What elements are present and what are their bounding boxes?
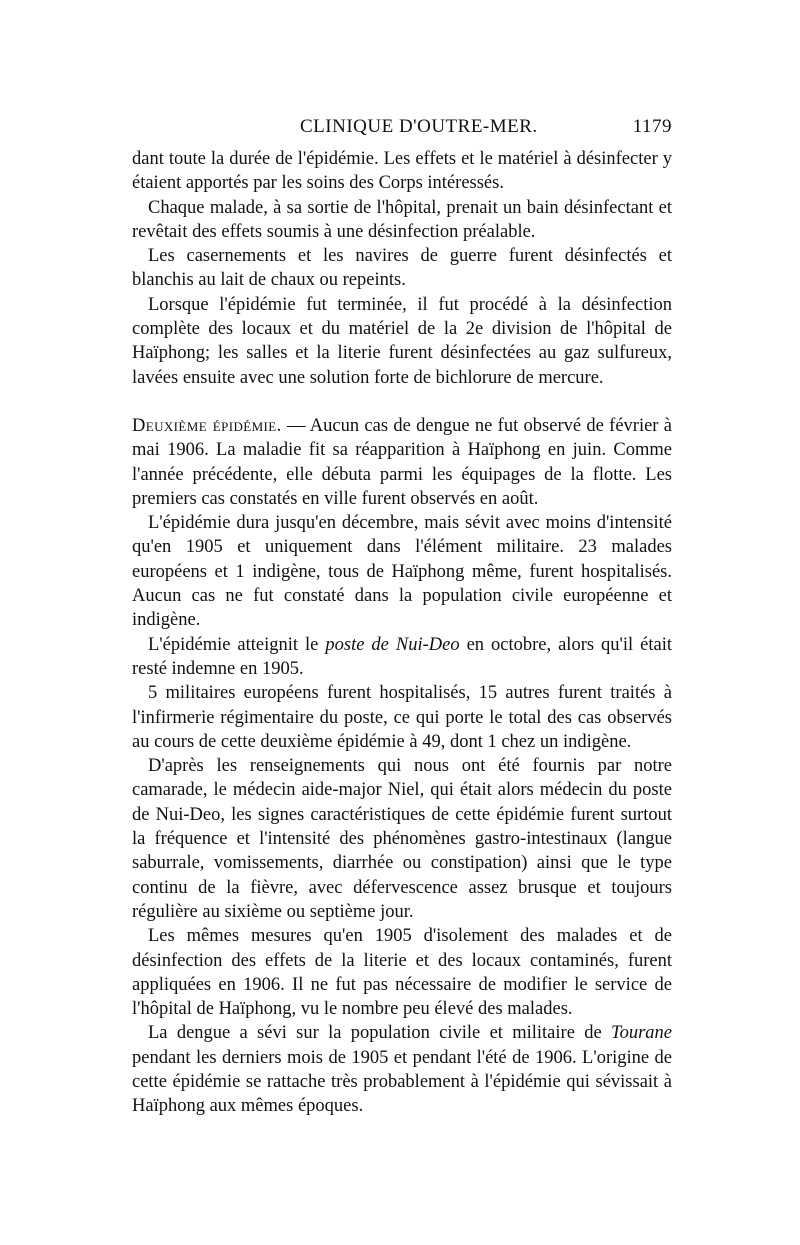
paragraph: L'épidémie dura jusqu'en décembre, mais sévit avec moins d'intensité qu'en 1905 et uniquement dans l'élément militaire. 23 malades européens et 1 indigène, tous de Haïphong même, furent hospitalisés. Aucun cas ne fut constaté dans la population civile européenne et indigène. (132, 513, 672, 631)
text-run: L'épidémie atteignit le (148, 634, 326, 655)
page-header (132, 116, 672, 140)
text-run: La dengue a sévi sur la population civile et militaire de (148, 1023, 611, 1044)
paragraph: dant toute la durée de l'épidémie. Les effets et le matériel à désinfecter y étaient apportés par les soins des Corps intéressés. (132, 149, 672, 194)
paragraph (132, 1021, 672, 1118)
paragraph: D'après les renseignements qui nous ont été fournis par notre camarade, le médecin aide-major Niel, qui était alors médecin du poste de Nui-Deo, les signes caractéristiques de cette épidémie furent surtout la fréquence et l'intensité des phénomènes gastro-intestinaux (langue saburrale, vomissements, diarrhée ou constipation) ainsi que le type continu de la fièvre, avec défervescence assez brusque et toujours régulière au sixième ou septième jour. (132, 756, 672, 922)
text-run: en octobre, alors qu'il était resté indemne en 1905. (132, 634, 672, 679)
section-heading: Deuxième épidémie. (132, 415, 282, 436)
paragraph: Les mêmes mesures qu'en 1905 d'isolement des malades et de désinfection des effets de la literie et des locaux contaminés, furent appliquées en 1906. Il ne fut pas nécessaire de modifier le service de l'hôpital de Haïphong, vu le nombre peu élevé des malades. (132, 926, 672, 1020)
paragraph: Chaque malade, à sa sortie de l'hôpital, prenait un bain désinfectant et revêtait des effets soumis à une désinfection préalable. (132, 197, 672, 242)
section-intro-paragraph (132, 414, 672, 511)
italic-place-name: poste de Nui-Deo (325, 634, 460, 655)
section-intro-text: Aucun cas de dengue ne fut observé de février à mai 1906. La maladie fit sa réapparition à Haïphong en juin. Comme l'année précédente, elle débuta parmi les équipages de la flotte. Les premiers cas constatés en ville furent observés en août. (132, 415, 672, 509)
page-number: 1179 (632, 116, 672, 137)
paragraph (132, 633, 672, 682)
paragraph: 5 militaires européens furent hospitalisés, 15 autres furent traités à l'infirmerie régimentaire du poste, ce qui porte le total des cas observés au cours de cette deuxième épidémie à 49, dont 1 chez un indigène. (132, 683, 672, 752)
italic-place-name: Tourane (610, 1023, 672, 1044)
text-run: pendant les derniers mois de 1905 et pendant l'été de 1906. L'origine de cette épidémie se rattache très probablement à l'épidémie qui sévissait à Haïphong aux mêmes époques. (132, 1047, 672, 1117)
paragraph: Lorsque l'épidémie fut terminée, il fut procédé à la désinfection complète des locaux et du matériel de la 2e division de l'hôpital de Haïphong; les salles et la literie furent désinfectées au gaz sulfureux, lavées ensuite avec une solution forte de bichlorure de mercure. (132, 294, 672, 388)
heading-dash: — (281, 415, 310, 436)
paragraph: Les casernements et les navires de guerre furent désinfectés et blanchis au lait de chaux ou repeints. (132, 246, 672, 291)
page-body (132, 147, 672, 1119)
section-spacer (132, 390, 672, 414)
running-head: CLINIQUE D'OUTRE-MER. (300, 116, 538, 137)
